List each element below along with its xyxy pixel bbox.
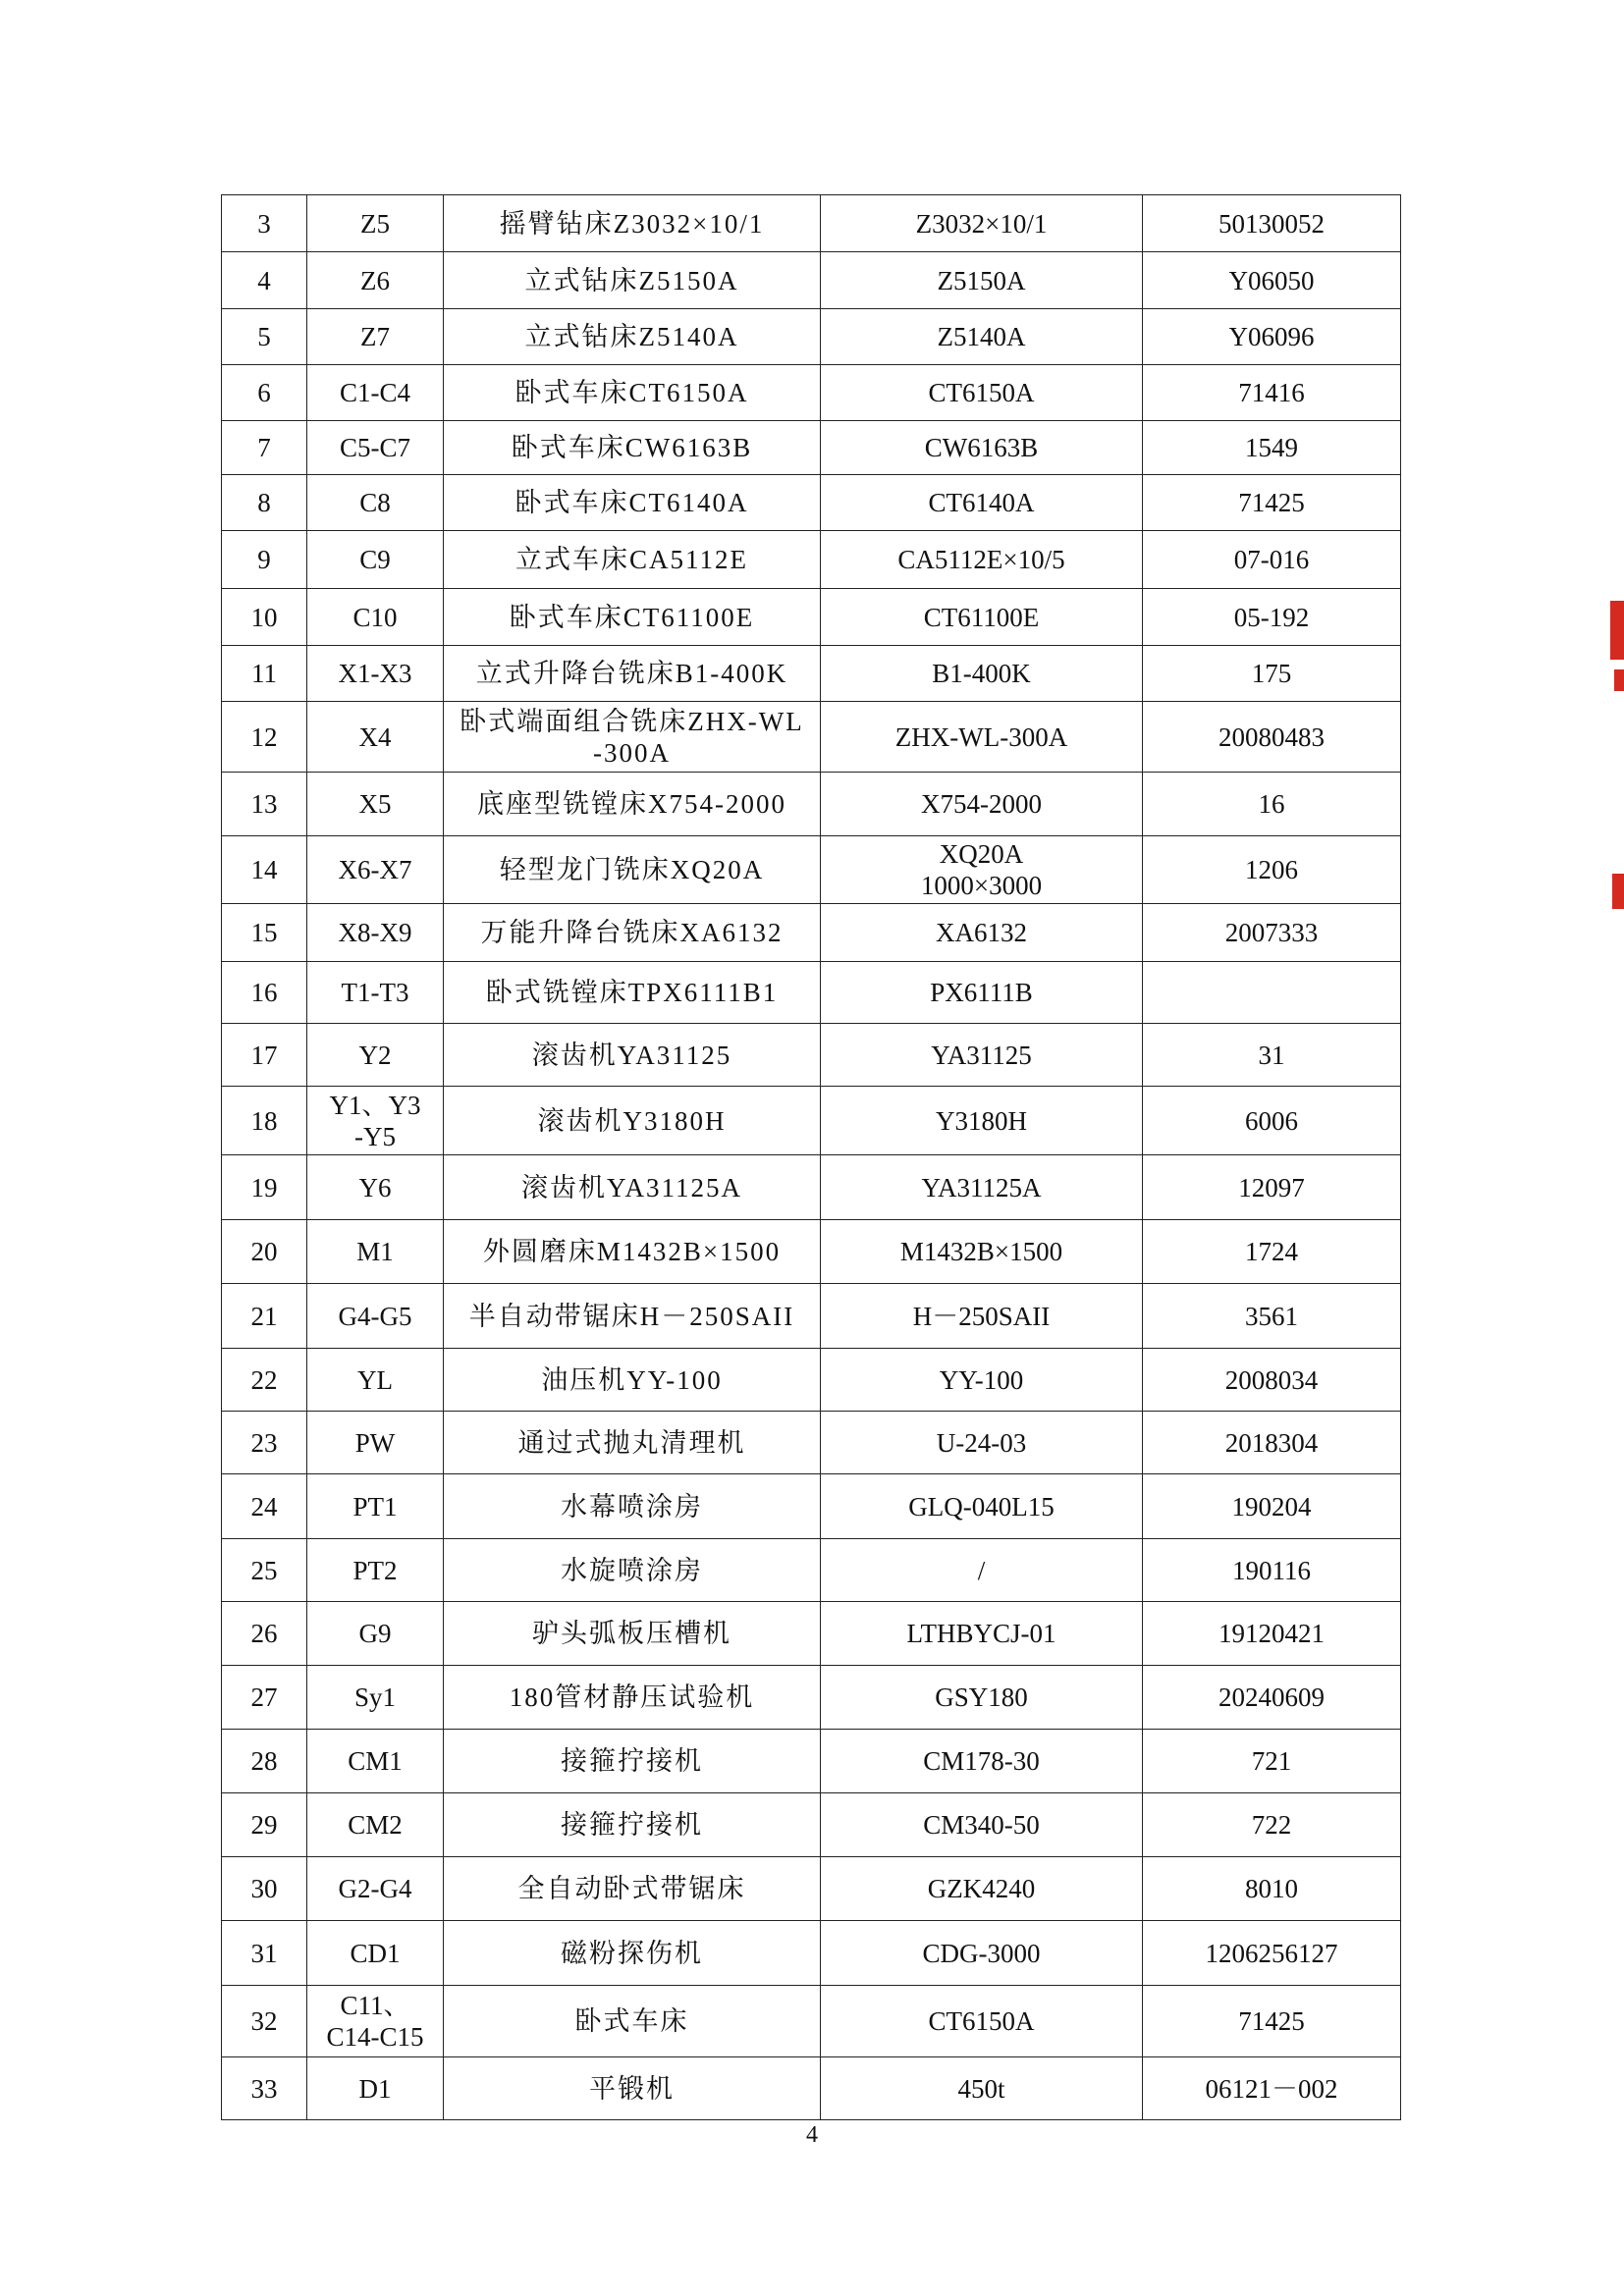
table-row bbox=[222, 1539, 1401, 1602]
code-cell: C5-C7 bbox=[307, 421, 444, 475]
row-number-cell: 19 bbox=[222, 1155, 307, 1220]
equipment-name-cell: 卧式车床CT61100E bbox=[444, 589, 821, 646]
row-number-cell: 22 bbox=[222, 1349, 307, 1412]
row-number-cell: 13 bbox=[222, 773, 307, 836]
equipment-name-cell: 卧式铣镗床TPX6111B1 bbox=[444, 962, 821, 1024]
row-number-cell: 5 bbox=[222, 309, 307, 365]
equipment-name-cell: 底座型铣镗床X754-2000 bbox=[444, 773, 821, 836]
serial-number-cell: 3561 bbox=[1143, 1284, 1401, 1349]
model-cell: CT6150A bbox=[821, 1986, 1143, 2057]
code-cell: CD1 bbox=[307, 1921, 444, 1986]
equipment-name-cell: 轻型龙门铣床XQ20A bbox=[444, 836, 821, 904]
model-cell: / bbox=[821, 1539, 1143, 1602]
serial-number-cell: Y06050 bbox=[1143, 252, 1401, 309]
table-row bbox=[222, 1349, 1401, 1412]
equipment-name-cell: 滚齿机YA31125A bbox=[444, 1155, 821, 1220]
row-number-cell: 12 bbox=[222, 702, 307, 773]
row-number-cell: 24 bbox=[222, 1474, 307, 1539]
serial-number-cell: 2008034 bbox=[1143, 1349, 1401, 1412]
table-row bbox=[222, 309, 1401, 365]
table-row bbox=[222, 1220, 1401, 1284]
serial-number-cell: 190116 bbox=[1143, 1539, 1401, 1602]
serial-number-cell: 1724 bbox=[1143, 1220, 1401, 1284]
equipment-name-cell: 磁粉探伤机 bbox=[444, 1921, 821, 1986]
model-cell: H－250SAII bbox=[821, 1284, 1143, 1349]
table-row bbox=[222, 1730, 1401, 1793]
code-cell: G9 bbox=[307, 1602, 444, 1666]
serial-number-cell: Y06096 bbox=[1143, 309, 1401, 365]
code-cell: PW bbox=[307, 1412, 444, 1474]
model-cell: CT6140A bbox=[821, 475, 1143, 531]
equipment-name-cell: 卧式车床 bbox=[444, 1986, 821, 2057]
code-cell: C11、 C14-C15 bbox=[307, 1986, 444, 2057]
equipment-name-cell: 立式车床CA5112E bbox=[444, 531, 821, 589]
table-row bbox=[222, 646, 1401, 702]
row-number-cell: 29 bbox=[222, 1793, 307, 1857]
equipment-name-cell: 半自动带锯床H－250SAII bbox=[444, 1284, 821, 1349]
serial-number-cell: 71416 bbox=[1143, 365, 1401, 421]
equipment-name-cell: 摇臂钻床Z3032×10/1 bbox=[444, 195, 821, 252]
table-row bbox=[222, 1857, 1401, 1921]
equipment-table bbox=[221, 194, 1401, 2120]
table-row bbox=[222, 365, 1401, 421]
code-cell: Y2 bbox=[307, 1024, 444, 1087]
code-cell: CM1 bbox=[307, 1730, 444, 1793]
equipment-name-cell: 立式升降台铣床B1-400K bbox=[444, 646, 821, 702]
serial-number-cell: 16 bbox=[1143, 773, 1401, 836]
red-seal-fragment bbox=[1610, 601, 1624, 660]
table-row bbox=[222, 2057, 1401, 2120]
model-cell: 450t bbox=[821, 2057, 1143, 2120]
model-cell: Z5150A bbox=[821, 252, 1143, 309]
serial-number-cell: 05-192 bbox=[1143, 589, 1401, 646]
equipment-name-cell: 卧式车床CT6150A bbox=[444, 365, 821, 421]
row-number-cell: 21 bbox=[222, 1284, 307, 1349]
serial-number-cell: 50130052 bbox=[1143, 195, 1401, 252]
serial-number-cell: 06121－002 bbox=[1143, 2057, 1401, 2120]
serial-number-cell: 20080483 bbox=[1143, 702, 1401, 773]
model-cell: GSY180 bbox=[821, 1666, 1143, 1730]
table-row bbox=[222, 904, 1401, 962]
code-cell: C8 bbox=[307, 475, 444, 531]
serial-number-cell: 07-016 bbox=[1143, 531, 1401, 589]
table-row bbox=[222, 1024, 1401, 1087]
serial-number-cell: 31 bbox=[1143, 1024, 1401, 1087]
equipment-name-cell: 卧式端面组合铣床ZHX-WL -300A bbox=[444, 702, 821, 773]
row-number-cell: 8 bbox=[222, 475, 307, 531]
code-cell: X1-X3 bbox=[307, 646, 444, 702]
row-number-cell: 17 bbox=[222, 1024, 307, 1087]
table-row bbox=[222, 1793, 1401, 1857]
table-row bbox=[222, 1666, 1401, 1730]
row-number-cell: 6 bbox=[222, 365, 307, 421]
equipment-name-cell: 180管材静压试验机 bbox=[444, 1666, 821, 1730]
model-cell: XQ20A 1000×3000 bbox=[821, 836, 1143, 904]
equipment-name-cell: 滚齿机Y3180H bbox=[444, 1087, 821, 1155]
code-cell: PT1 bbox=[307, 1474, 444, 1539]
code-cell: Y6 bbox=[307, 1155, 444, 1220]
row-number-cell: 9 bbox=[222, 531, 307, 589]
code-cell: X8-X9 bbox=[307, 904, 444, 962]
model-cell: U-24-03 bbox=[821, 1412, 1143, 1474]
red-seal-fragment bbox=[1614, 669, 1624, 691]
table-row bbox=[222, 1602, 1401, 1666]
code-cell: T1-T3 bbox=[307, 962, 444, 1024]
model-cell: Z3032×10/1 bbox=[821, 195, 1143, 252]
table-row bbox=[222, 1474, 1401, 1539]
serial-number-cell: 1549 bbox=[1143, 421, 1401, 475]
row-number-cell: 23 bbox=[222, 1412, 307, 1474]
row-number-cell: 16 bbox=[222, 962, 307, 1024]
serial-number-cell: 2018304 bbox=[1143, 1412, 1401, 1474]
table-row bbox=[222, 1921, 1401, 1986]
row-number-cell: 7 bbox=[222, 421, 307, 475]
table-row bbox=[222, 773, 1401, 836]
equipment-name-cell: 外圆磨床M1432B×1500 bbox=[444, 1220, 821, 1284]
row-number-cell: 28 bbox=[222, 1730, 307, 1793]
row-number-cell: 33 bbox=[222, 2057, 307, 2120]
row-number-cell: 11 bbox=[222, 646, 307, 702]
serial-number-cell: 12097 bbox=[1143, 1155, 1401, 1220]
model-cell: CDG-3000 bbox=[821, 1921, 1143, 1986]
table-row bbox=[222, 195, 1401, 252]
model-cell: CT61100E bbox=[821, 589, 1143, 646]
equipment-name-cell: 水幕喷涂房 bbox=[444, 1474, 821, 1539]
model-cell: LTHBYCJ-01 bbox=[821, 1602, 1143, 1666]
model-cell: B1-400K bbox=[821, 646, 1143, 702]
model-cell: ZHX-WL-300A bbox=[821, 702, 1143, 773]
equipment-name-cell: 平锻机 bbox=[444, 2057, 821, 2120]
serial-number-cell: 8010 bbox=[1143, 1857, 1401, 1921]
serial-number-cell: 19120421 bbox=[1143, 1602, 1401, 1666]
serial-number-cell: 2007333 bbox=[1143, 904, 1401, 962]
equipment-name-cell: 滚齿机YA31125 bbox=[444, 1024, 821, 1087]
page-number: 4 bbox=[806, 2122, 818, 2148]
model-cell: GZK4240 bbox=[821, 1857, 1143, 1921]
code-cell: CM2 bbox=[307, 1793, 444, 1857]
equipment-name-cell: 油压机YY-100 bbox=[444, 1349, 821, 1412]
row-number-cell: 25 bbox=[222, 1539, 307, 1602]
table-row bbox=[222, 475, 1401, 531]
code-cell: M1 bbox=[307, 1220, 444, 1284]
model-cell: CM178-30 bbox=[821, 1730, 1143, 1793]
row-number-cell: 26 bbox=[222, 1602, 307, 1666]
row-number-cell: 31 bbox=[222, 1921, 307, 1986]
table-row bbox=[222, 531, 1401, 589]
serial-number-cell: 20240609 bbox=[1143, 1666, 1401, 1730]
model-cell: CA5112E×10/5 bbox=[821, 531, 1143, 589]
table-row bbox=[222, 1087, 1401, 1155]
table-row bbox=[222, 1412, 1401, 1474]
table-row bbox=[222, 1155, 1401, 1220]
table-row bbox=[222, 1284, 1401, 1349]
table-row bbox=[222, 962, 1401, 1024]
code-cell: Z5 bbox=[307, 195, 444, 252]
serial-number-cell: 175 bbox=[1143, 646, 1401, 702]
model-cell: PX6111B bbox=[821, 962, 1143, 1024]
equipment-name-cell: 接箍拧接机 bbox=[444, 1730, 821, 1793]
model-cell: YY-100 bbox=[821, 1349, 1143, 1412]
equipment-name-cell: 全自动卧式带锯床 bbox=[444, 1857, 821, 1921]
table-row bbox=[222, 421, 1401, 475]
row-number-cell: 10 bbox=[222, 589, 307, 646]
row-number-cell: 15 bbox=[222, 904, 307, 962]
model-cell: YA31125 bbox=[821, 1024, 1143, 1087]
code-cell: C9 bbox=[307, 531, 444, 589]
code-cell: C10 bbox=[307, 589, 444, 646]
row-number-cell: 30 bbox=[222, 1857, 307, 1921]
code-cell: Z7 bbox=[307, 309, 444, 365]
serial-number-cell: 71425 bbox=[1143, 1986, 1401, 2057]
table-row bbox=[222, 589, 1401, 646]
table-row bbox=[222, 702, 1401, 773]
model-cell: CW6163B bbox=[821, 421, 1143, 475]
code-cell: X5 bbox=[307, 773, 444, 836]
code-cell: C1-C4 bbox=[307, 365, 444, 421]
table-body bbox=[222, 195, 1401, 2120]
model-cell: Z5140A bbox=[821, 309, 1143, 365]
equipment-name-cell: 通过式抛丸清理机 bbox=[444, 1412, 821, 1474]
equipment-name-cell: 立式钻床Z5150A bbox=[444, 252, 821, 309]
row-number-cell: 14 bbox=[222, 836, 307, 904]
row-number-cell: 20 bbox=[222, 1220, 307, 1284]
serial-number-cell: 1206 bbox=[1143, 836, 1401, 904]
equipment-name-cell: 驴头弧板压槽机 bbox=[444, 1602, 821, 1666]
serial-number-cell: 721 bbox=[1143, 1730, 1401, 1793]
serial-number-cell: 1206256127 bbox=[1143, 1921, 1401, 1986]
row-number-cell: 3 bbox=[222, 195, 307, 252]
code-cell: G2-G4 bbox=[307, 1857, 444, 1921]
code-cell: Z6 bbox=[307, 252, 444, 309]
model-cell: Y3180H bbox=[821, 1087, 1143, 1155]
red-seal-fragment bbox=[1612, 874, 1624, 909]
table-row bbox=[222, 836, 1401, 904]
model-cell: GLQ-040L15 bbox=[821, 1474, 1143, 1539]
model-cell: X754-2000 bbox=[821, 773, 1143, 836]
equipment-name-cell: 卧式车床CW6163B bbox=[444, 421, 821, 475]
code-cell: G4-G5 bbox=[307, 1284, 444, 1349]
table-row bbox=[222, 252, 1401, 309]
code-cell: X6-X7 bbox=[307, 836, 444, 904]
model-cell: M1432B×1500 bbox=[821, 1220, 1143, 1284]
code-cell: Y1、Y3 -Y5 bbox=[307, 1087, 444, 1155]
code-cell: Sy1 bbox=[307, 1666, 444, 1730]
model-cell: XA6132 bbox=[821, 904, 1143, 962]
equipment-name-cell: 立式钻床Z5140A bbox=[444, 309, 821, 365]
serial-number-cell: 71425 bbox=[1143, 475, 1401, 531]
equipment-name-cell: 卧式车床CT6140A bbox=[444, 475, 821, 531]
code-cell: YL bbox=[307, 1349, 444, 1412]
row-number-cell: 32 bbox=[222, 1986, 307, 2057]
serial-number-cell: 190204 bbox=[1143, 1474, 1401, 1539]
equipment-name-cell: 万能升降台铣床XA6132 bbox=[444, 904, 821, 962]
row-number-cell: 18 bbox=[222, 1087, 307, 1155]
model-cell: CM340-50 bbox=[821, 1793, 1143, 1857]
serial-number-cell: 6006 bbox=[1143, 1087, 1401, 1155]
model-cell: YA31125A bbox=[821, 1155, 1143, 1220]
code-cell: X4 bbox=[307, 702, 444, 773]
equipment-name-cell: 接箍拧接机 bbox=[444, 1793, 821, 1857]
equipment-name-cell: 水旋喷涂房 bbox=[444, 1539, 821, 1602]
serial-number-cell: 722 bbox=[1143, 1793, 1401, 1857]
table-row bbox=[222, 1986, 1401, 2057]
model-cell: CT6150A bbox=[821, 365, 1143, 421]
serial-number-cell bbox=[1143, 962, 1401, 1024]
row-number-cell: 4 bbox=[222, 252, 307, 309]
code-cell: PT2 bbox=[307, 1539, 444, 1602]
code-cell: D1 bbox=[307, 2057, 444, 2120]
row-number-cell: 27 bbox=[222, 1666, 307, 1730]
